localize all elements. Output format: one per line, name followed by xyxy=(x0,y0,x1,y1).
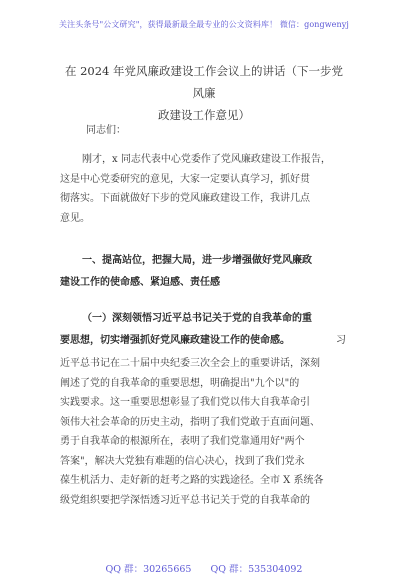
heading-line: 要思想，切实增强抓好党风廉政建设工作的使命感。 xyxy=(60,335,290,346)
text-line: 阐述了党的自我革命的重要思想，明确提出"九个以"的 xyxy=(60,377,300,389)
text-line: 刚才，x 同志代表中心党委作了党风廉政建设工作报告， xyxy=(82,154,331,165)
text-line: 彻落实。下面就做好下步的党风廉政建设工作，我讲几点 xyxy=(60,193,310,204)
title-line: 在 2024 年党风廉政建设工作会议上的讲话（下一步党风廉 xyxy=(64,64,344,100)
promo-banner: 关注头条号"公文研究"，获得最新最全最专业的公文资料库！ 微信：gongwenyj xyxy=(59,20,349,29)
footer-contact xyxy=(0,561,408,575)
text-line: 领伟大社会革命的历史主动，指明了我们党敢于直面问题、 xyxy=(60,416,320,428)
text-line: 这是中心党委研究的意见，大家一定要认真学习，抓好贯 xyxy=(60,173,310,185)
title-line: 政建设工作意见） xyxy=(158,108,250,122)
paragraph-intro xyxy=(60,150,350,228)
paragraph-body xyxy=(60,354,350,510)
heading-line: （一）深刻领悟习近平总书记关于党的自我革命的重 xyxy=(82,313,312,324)
section-heading-1 xyxy=(60,250,350,294)
qq-group-2: QQ 群：535304092 xyxy=(210,564,303,575)
text-line: 近平总书记在二十届中央纪委三次全会上的重要讲话，深刻 xyxy=(60,358,320,369)
text-line: 级党组织要把学深悟透习近平总书记关于党的自我革命的 xyxy=(60,494,310,506)
text-line: 实践要求。这一重要思想彰显了我们党以伟大自我革命引 xyxy=(60,397,310,408)
text-fragment: 习 xyxy=(336,335,346,346)
text-line: 勇于自我革命的根源所在，表明了我们党靠通用好"两个 xyxy=(60,436,305,447)
subsection-heading-1 xyxy=(60,308,350,352)
heading-line: 建设工作的使命感、紧迫感、责任感 xyxy=(60,277,220,288)
text-line: 葆生机活力、走好新的赶考之路的实践途径。全市 X 系统各 xyxy=(60,475,324,486)
heading-line: 一、提高站位，把握大局，进一步增强做好党风廉政 xyxy=(82,255,312,266)
document-title xyxy=(60,60,348,126)
text-line: 答案"，解决大党独有难题的信心决心，找到了我们党永 xyxy=(60,455,305,467)
qq-group-1: QQ 群：30265665 xyxy=(105,564,192,575)
greeting: 同志们： xyxy=(86,125,126,136)
text-line: 意见。 xyxy=(60,212,90,224)
